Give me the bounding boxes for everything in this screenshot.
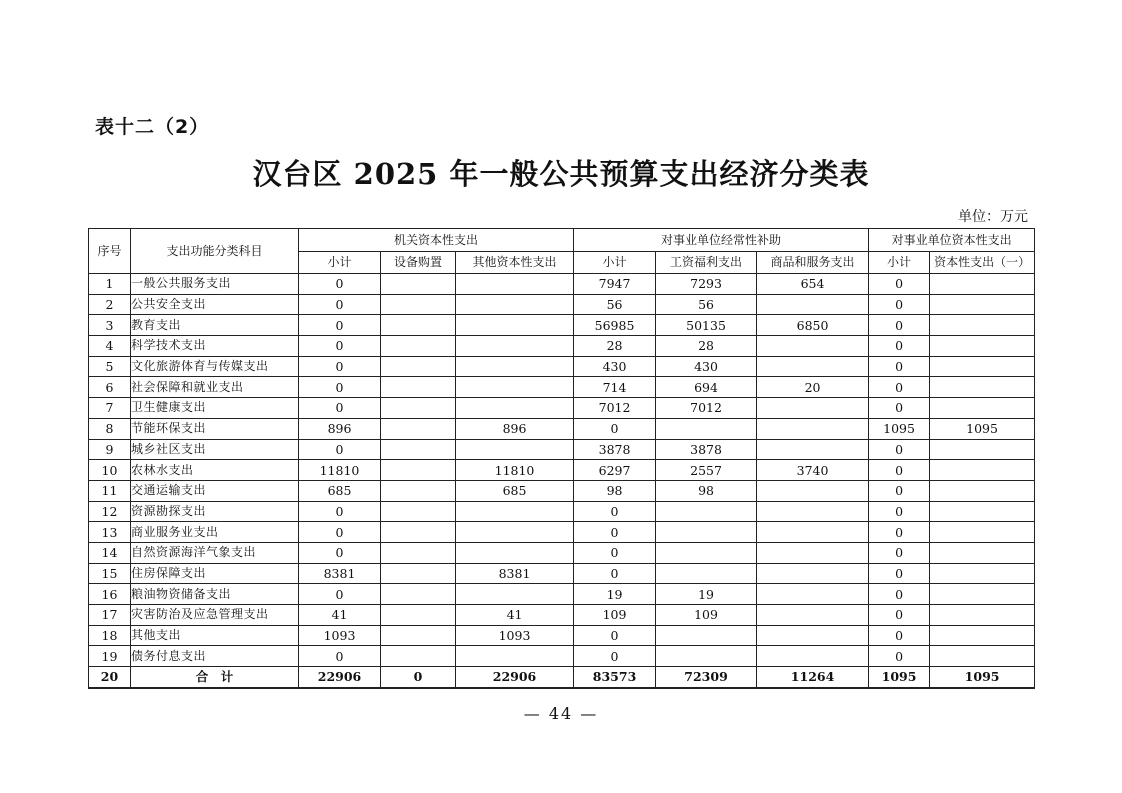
row-subject: 卫生健康支出 xyxy=(131,398,299,419)
header-group-institution-capital: 对事业单位资本性支出 xyxy=(869,229,1035,252)
row-value: 0 xyxy=(574,646,656,667)
table-row xyxy=(89,356,1035,377)
row-value: 7012 xyxy=(574,398,656,419)
row-value: 0 xyxy=(869,398,930,419)
row-value: 0 xyxy=(574,522,656,543)
row-value xyxy=(381,315,456,336)
row-value xyxy=(930,522,1035,543)
row-value: 0 xyxy=(869,584,930,605)
row-value xyxy=(456,542,574,563)
row-value: 19 xyxy=(574,584,656,605)
row-subject: 农林水支出 xyxy=(131,460,299,481)
row-value xyxy=(930,605,1035,626)
row-value: 685 xyxy=(456,480,574,501)
row-value xyxy=(381,646,456,667)
row-subject: 资源勘探支出 xyxy=(131,501,299,522)
row-subject: 文化旅游体育与传媒支出 xyxy=(131,356,299,377)
row-value xyxy=(757,398,869,419)
row-value xyxy=(930,646,1035,667)
row-seq: 18 xyxy=(89,625,131,646)
row-value xyxy=(381,418,456,439)
row-seq: 7 xyxy=(89,398,131,419)
row-value xyxy=(456,274,574,295)
row-value xyxy=(656,522,757,543)
row-seq: 11 xyxy=(89,480,131,501)
row-value: 7293 xyxy=(656,274,757,295)
row-seq: 15 xyxy=(89,563,131,584)
row-seq: 16 xyxy=(89,584,131,605)
row-value xyxy=(656,418,757,439)
row-value: 0 xyxy=(574,563,656,584)
row-value xyxy=(656,646,757,667)
row-value: 896 xyxy=(299,418,381,439)
row-value xyxy=(456,315,574,336)
row-value: 0 xyxy=(299,646,381,667)
row-seq: 2 xyxy=(89,294,131,315)
row-value xyxy=(381,522,456,543)
table-row xyxy=(89,480,1035,501)
row-value: 0 xyxy=(299,356,381,377)
row-value xyxy=(381,605,456,626)
table-row xyxy=(89,418,1035,439)
row-value: 0 xyxy=(869,522,930,543)
row-value xyxy=(930,501,1035,522)
row-subject: 商业服务业支出 xyxy=(131,522,299,543)
expenditure-table xyxy=(88,228,1035,689)
row-subject: 粮油物资储备支出 xyxy=(131,584,299,605)
row-value: 0 xyxy=(299,377,381,398)
row-value: 1095 xyxy=(930,667,1035,688)
row-subject: 教育支出 xyxy=(131,315,299,336)
row-value xyxy=(930,460,1035,481)
row-value: 0 xyxy=(869,480,930,501)
header-g1-equipment: 设备购置 xyxy=(381,252,456,274)
header-g1-other: 其他资本性支出 xyxy=(456,252,574,274)
table-row xyxy=(89,377,1035,398)
row-value xyxy=(757,439,869,460)
row-value xyxy=(930,480,1035,501)
row-value: 0 xyxy=(299,584,381,605)
row-value: 1093 xyxy=(299,625,381,646)
row-value xyxy=(757,522,869,543)
row-value: 2557 xyxy=(656,460,757,481)
row-value xyxy=(757,646,869,667)
header-subject: 支出功能分类科目 xyxy=(131,229,299,274)
page-title: 汉台区 2025 年一般公共预算支出经济分类表 xyxy=(252,157,870,191)
row-value xyxy=(757,294,869,315)
table-row xyxy=(89,542,1035,563)
row-value: 109 xyxy=(574,605,656,626)
row-value: 56985 xyxy=(574,315,656,336)
row-value: 28 xyxy=(656,336,757,357)
row-value: 0 xyxy=(869,336,930,357)
row-value: 1093 xyxy=(456,625,574,646)
table-row xyxy=(89,315,1035,336)
row-value: 83573 xyxy=(574,667,656,688)
row-value xyxy=(381,336,456,357)
row-subject: 社会保障和就业支出 xyxy=(131,377,299,398)
row-value: 0 xyxy=(574,418,656,439)
row-value: 0 xyxy=(869,542,930,563)
row-value: 0 xyxy=(869,625,930,646)
row-value: 654 xyxy=(757,274,869,295)
header-group-institution-recurring: 对事业单位经常性补助 xyxy=(574,229,869,252)
table-row xyxy=(89,563,1035,584)
row-value: 20 xyxy=(757,377,869,398)
row-value: 0 xyxy=(869,439,930,460)
table-row xyxy=(89,646,1035,667)
row-value: 694 xyxy=(656,377,757,398)
row-subject: 灾害防治及应急管理支出 xyxy=(131,605,299,626)
table-row xyxy=(89,584,1035,605)
row-value: 0 xyxy=(381,667,456,688)
row-value: 0 xyxy=(299,522,381,543)
row-value xyxy=(456,377,574,398)
header-g2-wages: 工资福利支出 xyxy=(656,252,757,274)
row-subject: 住房保障支出 xyxy=(131,563,299,584)
row-value xyxy=(381,542,456,563)
table-row xyxy=(89,336,1035,357)
row-value: 0 xyxy=(869,377,930,398)
row-value: 0 xyxy=(869,605,930,626)
row-value: 8381 xyxy=(456,563,574,584)
row-subject: 自然资源海洋气象支出 xyxy=(131,542,299,563)
row-seq: 6 xyxy=(89,377,131,398)
row-value: 19 xyxy=(656,584,757,605)
row-seq: 13 xyxy=(89,522,131,543)
row-seq: 12 xyxy=(89,501,131,522)
row-value xyxy=(757,542,869,563)
row-seq: 9 xyxy=(89,439,131,460)
row-value: 1095 xyxy=(869,667,930,688)
row-value xyxy=(757,625,869,646)
row-value xyxy=(757,356,869,377)
row-value: 685 xyxy=(299,480,381,501)
row-subject: 城乡社区支出 xyxy=(131,439,299,460)
row-value xyxy=(456,584,574,605)
row-value: 11810 xyxy=(456,460,574,481)
row-value xyxy=(757,480,869,501)
row-subject: 合 计 xyxy=(131,667,299,688)
row-value: 0 xyxy=(299,294,381,315)
row-value: 0 xyxy=(869,646,930,667)
table-row xyxy=(89,460,1035,481)
header-g3-capital: 资本性支出（一） xyxy=(930,252,1035,274)
table-row xyxy=(89,522,1035,543)
row-value xyxy=(656,625,757,646)
row-value xyxy=(381,460,456,481)
row-value xyxy=(930,356,1035,377)
row-value: 0 xyxy=(299,501,381,522)
row-value xyxy=(456,336,574,357)
row-value xyxy=(381,501,456,522)
row-subject: 交通运输支出 xyxy=(131,480,299,501)
row-value: 3878 xyxy=(656,439,757,460)
row-value: 22906 xyxy=(456,667,574,688)
row-value xyxy=(456,356,574,377)
row-value: 1095 xyxy=(869,418,930,439)
row-value xyxy=(381,398,456,419)
row-value xyxy=(381,356,456,377)
row-subject: 其他支出 xyxy=(131,625,299,646)
table-row xyxy=(89,294,1035,315)
row-value xyxy=(930,315,1035,336)
table-row xyxy=(89,439,1035,460)
row-value: 430 xyxy=(656,356,757,377)
row-value xyxy=(456,646,574,667)
row-value xyxy=(381,480,456,501)
row-value xyxy=(757,563,869,584)
row-value: 8381 xyxy=(299,563,381,584)
row-value xyxy=(757,605,869,626)
row-value xyxy=(757,501,869,522)
row-value xyxy=(757,418,869,439)
row-value xyxy=(381,274,456,295)
row-value: 22906 xyxy=(299,667,381,688)
table-row xyxy=(89,625,1035,646)
row-value xyxy=(656,501,757,522)
row-value: 6297 xyxy=(574,460,656,481)
row-value: 0 xyxy=(299,274,381,295)
row-seq: 4 xyxy=(89,336,131,357)
row-value xyxy=(656,542,757,563)
row-value xyxy=(381,377,456,398)
row-value: 0 xyxy=(574,542,656,563)
row-value xyxy=(930,625,1035,646)
row-value: 41 xyxy=(456,605,574,626)
row-value: 0 xyxy=(869,274,930,295)
row-value: 0 xyxy=(869,501,930,522)
row-value: 0 xyxy=(574,501,656,522)
header-g3-subtotal: 小计 xyxy=(869,252,930,274)
row-value: 0 xyxy=(299,315,381,336)
row-subject: 公共安全支出 xyxy=(131,294,299,315)
row-value: 72309 xyxy=(656,667,757,688)
table-row xyxy=(89,274,1035,295)
row-value xyxy=(930,336,1035,357)
row-value xyxy=(930,398,1035,419)
row-value: 7947 xyxy=(574,274,656,295)
row-seq: 8 xyxy=(89,418,131,439)
row-seq: 19 xyxy=(89,646,131,667)
row-value xyxy=(456,439,574,460)
row-value: 0 xyxy=(299,398,381,419)
row-value: 0 xyxy=(574,625,656,646)
header-g1-subtotal: 小计 xyxy=(299,252,381,274)
row-value xyxy=(656,563,757,584)
row-value xyxy=(381,294,456,315)
row-value xyxy=(930,377,1035,398)
unit-label: 单位：万元 xyxy=(958,209,1028,225)
row-value: 7012 xyxy=(656,398,757,419)
table-row xyxy=(89,605,1035,626)
row-value xyxy=(930,274,1035,295)
row-value: 0 xyxy=(299,336,381,357)
row-subject: 一般公共服务支出 xyxy=(131,274,299,295)
row-value: 109 xyxy=(656,605,757,626)
row-value: 28 xyxy=(574,336,656,357)
row-value xyxy=(757,336,869,357)
row-seq: 17 xyxy=(89,605,131,626)
row-value: 41 xyxy=(299,605,381,626)
row-value: 0 xyxy=(869,460,930,481)
header-group-agency-capital: 机关资本性支出 xyxy=(299,229,574,252)
row-value: 714 xyxy=(574,377,656,398)
row-seq: 3 xyxy=(89,315,131,336)
table-row xyxy=(89,398,1035,419)
row-value: 11810 xyxy=(299,460,381,481)
row-value xyxy=(456,522,574,543)
row-value: 0 xyxy=(299,439,381,460)
row-value: 896 xyxy=(456,418,574,439)
row-value: 50135 xyxy=(656,315,757,336)
row-value: 0 xyxy=(299,542,381,563)
row-value xyxy=(381,625,456,646)
row-value xyxy=(930,542,1035,563)
row-value xyxy=(456,398,574,419)
row-value xyxy=(930,584,1035,605)
row-value xyxy=(930,439,1035,460)
row-seq: 1 xyxy=(89,274,131,295)
header-g2-goods: 商品和服务支出 xyxy=(757,252,869,274)
row-value: 0 xyxy=(869,294,930,315)
row-value xyxy=(757,584,869,605)
table-label: 表十二（2） xyxy=(95,116,210,138)
row-value: 98 xyxy=(656,480,757,501)
header-g2-subtotal: 小计 xyxy=(574,252,656,274)
row-seq: 10 xyxy=(89,460,131,481)
row-value: 430 xyxy=(574,356,656,377)
row-value xyxy=(381,439,456,460)
header-seq: 序号 xyxy=(89,229,131,274)
row-seq: 20 xyxy=(89,667,131,688)
row-value xyxy=(930,563,1035,584)
row-value: 0 xyxy=(869,315,930,336)
row-value: 3740 xyxy=(757,460,869,481)
row-subject: 节能环保支出 xyxy=(131,418,299,439)
row-subject: 科学技术支出 xyxy=(131,336,299,357)
row-value xyxy=(456,501,574,522)
row-value xyxy=(381,563,456,584)
row-value: 98 xyxy=(574,480,656,501)
page-number: — 44 — xyxy=(523,704,599,723)
table-body xyxy=(89,274,1035,688)
row-seq: 14 xyxy=(89,542,131,563)
row-value xyxy=(930,294,1035,315)
row-value xyxy=(381,584,456,605)
row-subject: 债务付息支出 xyxy=(131,646,299,667)
row-value: 0 xyxy=(869,356,930,377)
row-value: 56 xyxy=(656,294,757,315)
table-total-row xyxy=(89,667,1035,688)
row-value: 0 xyxy=(869,563,930,584)
row-value: 6850 xyxy=(757,315,869,336)
row-value: 56 xyxy=(574,294,656,315)
row-seq: 5 xyxy=(89,356,131,377)
row-value: 3878 xyxy=(574,439,656,460)
row-value: 11264 xyxy=(757,667,869,688)
table-row xyxy=(89,501,1035,522)
row-value xyxy=(456,294,574,315)
row-value: 1095 xyxy=(930,418,1035,439)
